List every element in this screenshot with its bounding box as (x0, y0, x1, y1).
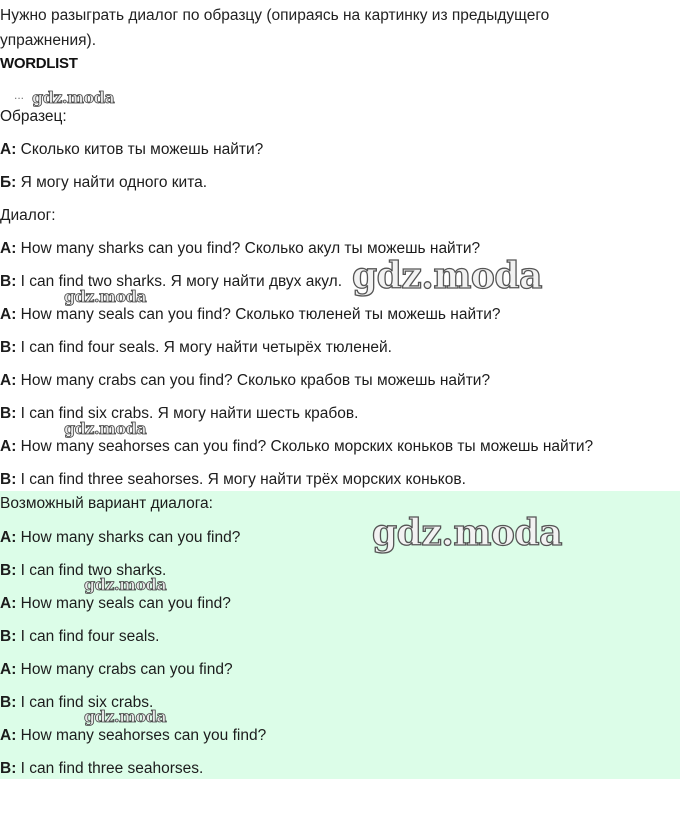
line-text: How many seahorses can you find? Сколько морских коньков ты можешь найти? (16, 438, 594, 455)
variant-line (0, 726, 266, 746)
speaker-label: A: (0, 727, 17, 744)
sample-line (0, 140, 263, 160)
variant-line (0, 594, 231, 614)
speaker-label: A: (0, 661, 17, 678)
variant-line (0, 627, 159, 647)
line-text: How many crabs can you find? (16, 661, 233, 678)
dialog-line (0, 404, 358, 424)
speaker-label: A: (0, 529, 17, 546)
speaker-label: A: (0, 438, 17, 455)
dialog-line (0, 371, 490, 391)
line-text: How many sharks can you find? Сколько акул ты можешь найти? (16, 240, 481, 257)
speaker-label: B: (0, 273, 17, 290)
dialog-line (0, 437, 593, 457)
speaker-label: Б: (0, 174, 17, 191)
line-text: I can find four seals. (16, 628, 160, 645)
speaker-label: A: (0, 240, 17, 257)
line-text: I can find two sharks. Я могу найти двух акул. (16, 273, 343, 290)
task-instruction: Нужно разыграть диалог по образцу (опираясь на картинку из предыдущего упражнения). (0, 7, 550, 49)
variant-line (0, 660, 233, 680)
dialog-line (0, 272, 342, 292)
line-text: I can find three seahorses. (16, 760, 204, 777)
line-text: How many sharks can you find? (16, 529, 241, 546)
speaker-label: A: (0, 372, 17, 389)
dialog-line (0, 305, 501, 325)
dialog-line (0, 338, 392, 358)
sample-line (0, 173, 207, 193)
variant-line (0, 759, 203, 779)
watermark-logo: gdz.moda (32, 88, 115, 107)
sample-heading: Образец: (0, 108, 67, 125)
speaker-label: B: (0, 694, 17, 711)
line-text: How many seals can you find? (16, 595, 231, 612)
speaker-label: B: (0, 339, 17, 356)
variant-heading: Возможный вариант диалога: (0, 495, 213, 512)
line-text: How many crabs can you find? Сколько крабов ты можешь найти? (16, 372, 491, 389)
variant-line (0, 528, 240, 548)
speaker-label: B: (0, 628, 17, 645)
watermark-logo: gdz.moda (84, 707, 167, 726)
watermark-logo: gdz.moda (84, 575, 167, 594)
wordlist-ellipsis: ... (14, 88, 25, 102)
speaker-label: B: (0, 760, 17, 777)
speaker-label: B: (0, 405, 17, 422)
wordlist-heading[interactable]: WORDLIST (0, 55, 78, 72)
watermark-logo: gdz.moda (352, 255, 542, 297)
watermark-logo: gdz.moda (64, 419, 147, 438)
speaker-label: B: (0, 562, 17, 579)
line-text: I can find four seals. Я могу найти четырёх тюленей. (16, 339, 392, 356)
watermark-logo: gdz.moda (372, 512, 562, 554)
speaker-label: A: (0, 595, 17, 612)
speaker-label: B: (0, 471, 17, 488)
line-text: I can find six crabs. Я могу найти шесть крабов. (16, 405, 359, 422)
line-text: I can find three seahorses. Я могу найти трёх морских коньков. (16, 471, 466, 488)
speaker-label: А: (0, 141, 17, 158)
speaker-label: A: (0, 306, 17, 323)
line-text: How many seahorses can you find? (16, 727, 267, 744)
dialog-heading: Диалог: (0, 207, 56, 224)
line-text: How many seals can you find? Сколько тюленей ты можешь найти? (16, 306, 501, 323)
line-text: I can find two sharks. (16, 562, 167, 579)
watermark-logo: gdz.moda (64, 287, 147, 306)
line-text: Я могу найти одного кита. (16, 174, 208, 191)
dialog-line (0, 470, 466, 490)
line-text: Сколько китов ты можешь найти? (16, 141, 264, 158)
line-text: I can find six crabs. (16, 694, 154, 711)
